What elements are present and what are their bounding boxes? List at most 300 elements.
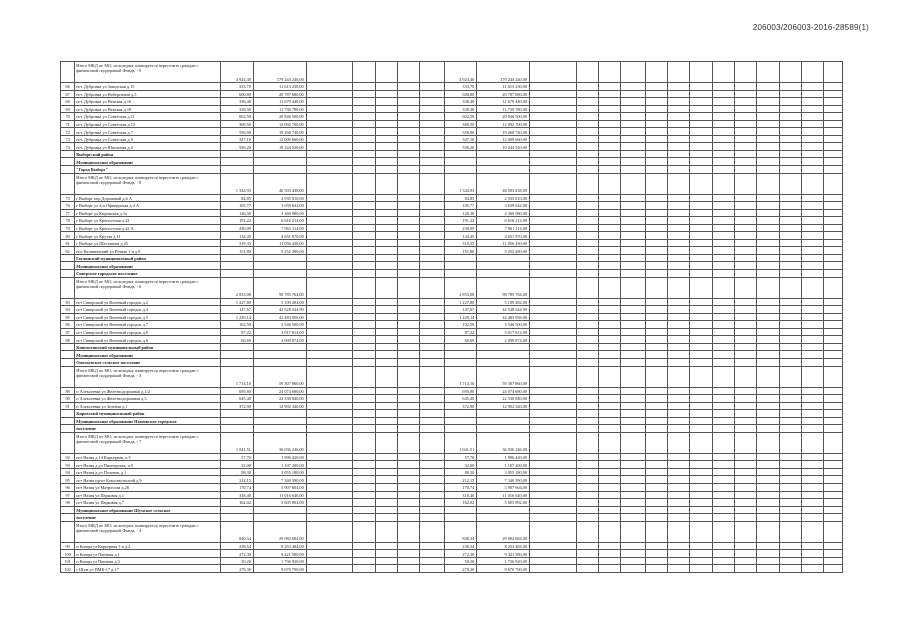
cost-total-cell: 12 009 660,00 [477, 135, 530, 143]
empty-cell [779, 506, 801, 514]
empty-cell [398, 358, 420, 366]
empty-cell [668, 217, 690, 225]
empty-cell [690, 209, 712, 217]
empty-cell [353, 194, 375, 202]
empty-cell [353, 262, 375, 270]
address-cell: Гатчинский муниципальный район [75, 254, 221, 262]
empty-cell [353, 366, 375, 387]
empty-cell [621, 83, 645, 91]
empty-cell [576, 453, 598, 461]
row-number-cell: 93 [61, 461, 75, 469]
empty-cell [420, 217, 444, 225]
area-total-cell: 336,40 [444, 98, 476, 106]
cost-cell: 12 009 660,00 [253, 135, 306, 143]
empty-cell [621, 158, 645, 166]
row-number-cell [61, 351, 75, 359]
empty-cell [757, 158, 779, 166]
empty-cell [306, 506, 353, 514]
empty-cell [420, 351, 444, 359]
area-total-cell: 147,67 [444, 306, 476, 314]
empty-cell [824, 410, 843, 418]
empty-cell [599, 232, 621, 240]
empty-cell [757, 425, 779, 433]
area-cell [221, 166, 253, 174]
empty-cell [690, 217, 712, 225]
empty-cell [645, 417, 667, 425]
empty-cell [668, 491, 690, 499]
empty-cell [645, 270, 667, 278]
empty-cell [398, 83, 420, 91]
empty-cell [757, 514, 779, 522]
empty-cell [576, 247, 598, 255]
empty-cell [757, 476, 779, 484]
empty-cell [621, 254, 645, 262]
empty-cell [306, 321, 353, 329]
area-total-cell: 272,30 [444, 550, 476, 558]
empty-cell [599, 262, 621, 270]
empty-cell [735, 306, 757, 314]
empty-cell [802, 425, 824, 433]
address-cell: пос Калининский ул Речная 1-я д.9 [75, 247, 221, 255]
empty-cell [398, 277, 420, 298]
address-cell: Муниципальное образование [75, 351, 221, 359]
empty-cell [757, 358, 779, 366]
empty-cell [824, 506, 843, 514]
empty-cell [690, 499, 712, 507]
empty-cell [576, 402, 598, 410]
empty-cell [353, 521, 375, 542]
cost-cell: 1 107 200,00 [253, 461, 306, 469]
empty-cell [757, 402, 779, 410]
row-number-cell [61, 166, 75, 174]
empty-cell [576, 277, 598, 298]
empty-cell [712, 277, 734, 298]
area-cell: 151,80 [221, 247, 253, 255]
empty-cell [824, 417, 843, 425]
empty-cell [375, 395, 397, 403]
empty-cell [530, 194, 577, 202]
empty-cell [690, 453, 712, 461]
table-row [61, 313, 843, 321]
empty-cell [530, 336, 577, 344]
empty-cell [824, 542, 843, 550]
empty-cell [779, 224, 801, 232]
empty-cell [757, 506, 779, 514]
table-row [61, 239, 843, 247]
empty-cell [621, 98, 645, 106]
empty-cell [375, 113, 397, 121]
empty-cell [353, 62, 375, 83]
empty-cell [802, 262, 824, 270]
empty-cell [690, 366, 712, 387]
empty-cell [306, 173, 353, 194]
empty-cell [306, 98, 353, 106]
area-cell: 84,85 [221, 194, 253, 202]
empty-cell [757, 313, 779, 321]
section-row [61, 425, 843, 433]
empty-cell [802, 410, 824, 418]
empty-cell [645, 90, 667, 98]
row-number-cell: 94 [61, 468, 75, 476]
row-number-cell [61, 506, 75, 514]
area-cell: 4 924,40 [221, 62, 253, 83]
empty-cell [420, 410, 444, 418]
empty-cell [668, 432, 690, 453]
empty-cell [735, 247, 757, 255]
empty-cell [690, 90, 712, 98]
empty-cell [824, 98, 843, 106]
empty-cell [599, 306, 621, 314]
empty-cell [824, 298, 843, 306]
empty-cell [398, 166, 420, 174]
empty-cell [420, 166, 444, 174]
row-number-cell: 76 [61, 202, 75, 210]
empty-cell [530, 143, 577, 151]
cost-total-cell [477, 425, 530, 433]
empty-cell [668, 239, 690, 247]
empty-cell [779, 120, 801, 128]
empty-cell [735, 550, 757, 558]
subtotal-row [61, 173, 843, 194]
address-cell: пгт Сиверский ул Военный городок д.5 [75, 313, 221, 321]
empty-cell [599, 366, 621, 387]
empty-cell [824, 135, 843, 143]
empty-cell [645, 321, 667, 329]
empty-cell [824, 120, 843, 128]
row-number-cell [61, 254, 75, 262]
empty-cell [576, 217, 598, 225]
empty-cell [599, 270, 621, 278]
empty-cell [757, 120, 779, 128]
empty-cell [353, 402, 375, 410]
empty-cell [353, 387, 375, 395]
address-cell: пгт Назия ул Парковая д.7 [75, 499, 221, 507]
row-number-cell [61, 432, 75, 453]
empty-cell [306, 366, 353, 387]
empty-cell [576, 542, 598, 550]
cost-total-cell: 9 670 700,00 [477, 565, 530, 573]
row-number-cell [61, 521, 75, 542]
empty-cell [690, 254, 712, 262]
empty-cell [712, 476, 734, 484]
empty-cell [779, 254, 801, 262]
empty-cell [757, 483, 779, 491]
row-number-cell [61, 358, 75, 366]
table-row [61, 453, 843, 461]
row-number-cell: 77 [61, 209, 75, 217]
empty-cell [735, 158, 757, 166]
empty-cell [530, 113, 577, 121]
empty-cell [530, 468, 577, 476]
empty-cell [668, 550, 690, 558]
cost-total-cell: 46 503 438,00 [477, 173, 530, 194]
empty-cell [735, 217, 757, 225]
empty-cell [824, 166, 843, 174]
empty-cell [420, 432, 444, 453]
empty-cell [306, 521, 353, 542]
area-cell: 372,90 [221, 402, 253, 410]
empty-cell [530, 321, 577, 329]
empty-cell [353, 499, 375, 507]
empty-cell [735, 128, 757, 136]
empty-cell [599, 105, 621, 113]
empty-cell [735, 336, 757, 344]
empty-cell [375, 521, 397, 542]
empty-cell [645, 254, 667, 262]
empty-cell [599, 506, 621, 514]
empty-cell [735, 313, 757, 321]
empty-cell [757, 166, 779, 174]
area-cell [221, 254, 253, 262]
cost-total-cell: 5 907 604,00 [477, 483, 530, 491]
empty-cell [645, 395, 667, 403]
row-number-cell: 82 [61, 247, 75, 255]
empty-cell [690, 321, 712, 329]
area-cell: 1 041,51 [221, 432, 253, 453]
empty-cell [375, 351, 397, 359]
empty-cell [353, 395, 375, 403]
empty-cell [735, 491, 757, 499]
empty-cell [621, 143, 645, 151]
area-cell: 230,09 [221, 224, 253, 232]
empty-cell [735, 321, 757, 329]
area-cell: 147,67 [221, 306, 253, 314]
row-number-cell: 92 [61, 453, 75, 461]
empty-cell [621, 483, 645, 491]
address-cell: п Алексеевка ул Железнодорожная д.5 [75, 395, 221, 403]
empty-cell [398, 351, 420, 359]
empty-cell [712, 90, 734, 98]
empty-cell [306, 232, 353, 240]
area-total-cell: 372,90 [444, 402, 476, 410]
empty-cell [375, 565, 397, 573]
empty-cell [306, 262, 353, 270]
empty-cell [306, 417, 353, 425]
empty-cell [306, 270, 353, 278]
empty-cell [398, 461, 420, 469]
empty-cell [779, 476, 801, 484]
empty-cell [621, 499, 645, 507]
empty-cell [621, 514, 645, 522]
cost-cell [253, 262, 306, 270]
empty-cell [757, 135, 779, 143]
cost-total-cell: 11 056 430,00 [477, 239, 530, 247]
empty-cell [599, 410, 621, 418]
empty-cell [802, 306, 824, 314]
area-cell: 134,45 [221, 232, 253, 240]
empty-cell [824, 158, 843, 166]
empty-cell [824, 425, 843, 433]
area-total-cell: 556,20 [444, 143, 476, 151]
empty-cell [420, 425, 444, 433]
empty-cell [398, 135, 420, 143]
empty-cell [530, 135, 577, 143]
empty-cell [530, 351, 577, 359]
empty-cell [735, 209, 757, 217]
empty-cell [712, 113, 734, 121]
address-cell: Муниципальное образование Шумское сельское [75, 506, 221, 514]
empty-cell [576, 343, 598, 351]
empty-cell [306, 306, 353, 314]
address-cell: г Выборг ул Крепостная д.42 А [75, 224, 221, 232]
empty-cell [306, 313, 353, 321]
empty-cell [802, 98, 824, 106]
empty-cell [779, 336, 801, 344]
empty-cell [621, 90, 645, 98]
empty-cell [802, 557, 824, 565]
cost-cell [253, 166, 306, 174]
cost-cell: 59 307 860,00 [253, 366, 306, 387]
empty-cell [712, 254, 734, 262]
empty-cell [375, 194, 397, 202]
empty-cell [375, 425, 397, 433]
empty-cell [375, 202, 397, 210]
empty-cell [779, 542, 801, 550]
area-cell: 600,80 [221, 90, 253, 98]
area-total-cell [444, 358, 476, 366]
empty-cell [824, 306, 843, 314]
empty-cell [530, 270, 577, 278]
area-total-cell: 105,77 [444, 202, 476, 210]
empty-cell [398, 128, 420, 136]
empty-cell [306, 542, 353, 550]
empty-cell [599, 143, 621, 151]
empty-cell [712, 453, 734, 461]
empty-cell [690, 521, 712, 542]
empty-cell [576, 209, 598, 217]
empty-cell [353, 476, 375, 484]
empty-cell [802, 461, 824, 469]
empty-cell [530, 217, 577, 225]
empty-cell [645, 402, 667, 410]
table-row [61, 550, 843, 558]
empty-cell [599, 328, 621, 336]
empty-cell [530, 514, 577, 522]
area-total-cell: 556,90 [444, 128, 476, 136]
empty-cell [735, 166, 757, 174]
empty-cell [420, 209, 444, 217]
area-cell: 88,30 [221, 468, 253, 476]
empty-cell [802, 321, 824, 329]
area-cell: 272,30 [221, 550, 253, 558]
empty-cell [668, 128, 690, 136]
empty-cell [668, 565, 690, 573]
empty-cell [645, 550, 667, 558]
row-number-cell: 83 [61, 298, 75, 306]
empty-cell [530, 232, 577, 240]
empty-cell [530, 90, 577, 98]
empty-cell [621, 565, 645, 573]
empty-cell [306, 217, 353, 225]
cost-total-cell: 42 528 244,99 [477, 306, 530, 314]
address-cell: Итого МКД по МО, из которых планируется переселить граждан с финансовой поддержкой Фонда, - 9 [75, 62, 221, 83]
empty-cell [375, 506, 397, 514]
empty-cell [735, 239, 757, 247]
row-number-cell: 74 [61, 143, 75, 151]
address-cell: пгт Сиверский ул Военный городок д.8 [75, 328, 221, 336]
empty-cell [802, 194, 824, 202]
empty-cell [420, 224, 444, 232]
empty-cell [645, 425, 667, 433]
empty-cell [599, 194, 621, 202]
empty-cell [690, 262, 712, 270]
area-cell: 339,30 [221, 105, 253, 113]
empty-cell [621, 298, 645, 306]
empty-cell [576, 557, 598, 565]
empty-cell [824, 432, 843, 453]
empty-cell [621, 277, 645, 298]
cost-cell: 3 546 500,00 [253, 321, 306, 329]
empty-cell [398, 105, 420, 113]
empty-cell [599, 313, 621, 321]
empty-cell [621, 557, 645, 565]
address-cell: Кингисеппский муниципальный район [75, 343, 221, 351]
cost-cell: 5 605 892,00 [253, 499, 306, 507]
area-total-cell: 369,50 [444, 120, 476, 128]
empty-cell [398, 232, 420, 240]
empty-cell [621, 313, 645, 321]
empty-cell [353, 565, 375, 573]
empty-cell [757, 432, 779, 453]
empty-cell [530, 105, 577, 113]
empty-cell [779, 432, 801, 453]
empty-cell [668, 313, 690, 321]
area-cell: 162,02 [221, 499, 253, 507]
table-row [61, 105, 843, 113]
empty-cell [779, 313, 801, 321]
empty-cell [621, 351, 645, 359]
address-cell: Муниципальное образование Назиевское городское [75, 417, 221, 425]
empty-cell [690, 313, 712, 321]
empty-cell [530, 417, 577, 425]
empty-cell [645, 128, 667, 136]
empty-cell [802, 499, 824, 507]
empty-cell [398, 425, 420, 433]
area-total-cell: 88,30 [444, 468, 476, 476]
empty-cell [353, 336, 375, 344]
table-row [61, 298, 843, 306]
area-total-cell [444, 425, 476, 433]
empty-cell [690, 128, 712, 136]
row-number-cell [61, 514, 75, 522]
empty-cell [779, 209, 801, 217]
cost-total-cell: 3 659 642,00 [477, 202, 530, 210]
empty-cell [621, 542, 645, 550]
cost-cell: 36 036 246,00 [253, 432, 306, 453]
empty-cell [599, 90, 621, 98]
empty-cell [690, 224, 712, 232]
empty-cell [824, 557, 843, 565]
empty-cell [398, 224, 420, 232]
cost-cell: 6 616 212,00 [253, 217, 306, 225]
empty-cell [420, 542, 444, 550]
table-row [61, 321, 843, 329]
empty-cell [375, 514, 397, 522]
empty-cell [353, 514, 375, 522]
empty-cell [621, 247, 645, 255]
empty-cell [757, 298, 779, 306]
empty-cell [420, 150, 444, 158]
empty-cell [735, 105, 757, 113]
empty-cell [757, 83, 779, 91]
empty-cell [353, 224, 375, 232]
area-total-cell [444, 410, 476, 418]
empty-cell [530, 247, 577, 255]
area-cell: 1 227,80 [221, 298, 253, 306]
area-cell [221, 150, 253, 158]
empty-cell [735, 328, 757, 336]
cost-total-cell: 7 961 114,00 [477, 224, 530, 232]
